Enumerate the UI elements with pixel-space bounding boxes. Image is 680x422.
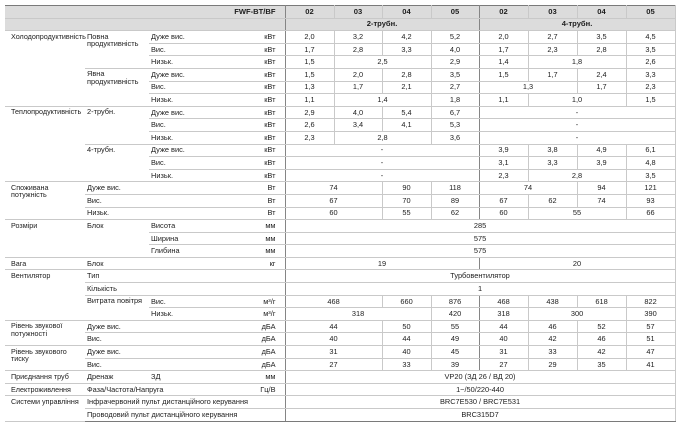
- value-cell: 4,1: [382, 119, 431, 132]
- unit-label: мм: [219, 371, 285, 384]
- table-head: [5, 6, 675, 31]
- value-cell: 1,4: [479, 56, 528, 69]
- value-cell: 74: [577, 194, 626, 207]
- value-cell: 468: [285, 295, 382, 308]
- value-cell: 40: [479, 333, 528, 346]
- value-cell: 31: [285, 346, 382, 359]
- value-cell: 40: [285, 333, 382, 346]
- value-cell: 876: [431, 295, 479, 308]
- spec-row: [5, 207, 675, 220]
- spec-row: [5, 371, 675, 384]
- section-label: Електроживлення: [5, 383, 85, 396]
- value-cell: 660: [382, 295, 431, 308]
- value-cell: 66: [626, 207, 675, 220]
- model-label: FWF-BT/BF: [5, 6, 285, 19]
- unit-label: Вт: [219, 182, 285, 195]
- value-cell: 3,1: [479, 157, 528, 170]
- unit-label: дБА: [219, 320, 285, 333]
- unit-label: Вт: [219, 194, 285, 207]
- value-cell: 42: [577, 346, 626, 359]
- value-cell: 2,8: [334, 43, 382, 56]
- unit-label: кВт: [219, 94, 285, 107]
- value-cell: 4,0: [431, 43, 479, 56]
- value-cell: 2,3: [479, 169, 528, 182]
- value-cell: 40: [382, 346, 431, 359]
- value-cell: -: [479, 106, 675, 119]
- value-cell: 618: [577, 295, 626, 308]
- value-cell: 5,2: [431, 31, 479, 44]
- size-col-header: 05: [431, 6, 479, 19]
- section-label: Розміри: [5, 220, 85, 258]
- unit-label: кВт: [219, 81, 285, 94]
- value-cell: 55: [528, 207, 626, 220]
- unit-label: кВт: [219, 169, 285, 182]
- size-col-header: 03: [528, 6, 577, 19]
- value-cell: 33: [528, 346, 577, 359]
- value-cell: 3,3: [382, 43, 431, 56]
- value-cell: 3,3: [528, 157, 577, 170]
- row-label: Дуже вис.: [149, 144, 219, 157]
- value-cell: 1,5: [626, 94, 675, 107]
- value-cell: 62: [528, 194, 577, 207]
- value-cell: 60: [479, 207, 528, 220]
- spec-row: [5, 106, 675, 119]
- spec-row: [5, 31, 675, 44]
- row-label: Вис.: [149, 119, 219, 132]
- header-row-sizes: [5, 6, 675, 19]
- row-label: Низьк.: [149, 308, 219, 321]
- row-label: Низьк.: [149, 94, 219, 107]
- value-cell: 41: [626, 358, 675, 371]
- spec-row: [5, 257, 675, 270]
- value-cell: 55: [382, 207, 431, 220]
- row-label: Дренаж: [85, 371, 149, 384]
- value-cell: 1,1: [285, 94, 334, 107]
- unit-label: Вт: [219, 207, 285, 220]
- value-cell: 1,8: [431, 94, 479, 107]
- value-cell: 39: [431, 358, 479, 371]
- value-cell: 6,1: [626, 144, 675, 157]
- value-cell: 3,2: [334, 31, 382, 44]
- unit-label: дБА: [219, 333, 285, 346]
- value-cell: 575: [285, 232, 675, 245]
- value-cell: 70: [382, 194, 431, 207]
- row-label: Низьк.: [85, 207, 219, 220]
- unit-label: мм: [219, 232, 285, 245]
- row-label: Вис.: [149, 295, 219, 308]
- size-col-header: 02: [479, 6, 528, 19]
- unit-label: кВт: [219, 106, 285, 119]
- value-cell: 2,7: [528, 31, 577, 44]
- spec-row: [5, 194, 675, 207]
- unit-label: кВт: [219, 31, 285, 44]
- value-cell: 1,0: [528, 94, 626, 107]
- value-cell: 45: [431, 346, 479, 359]
- value-cell: 822: [626, 295, 675, 308]
- pipe-group-header: 2-трубн.: [285, 18, 479, 31]
- row-label: Висота: [149, 220, 219, 233]
- section-label: Споживана потужність: [5, 182, 85, 220]
- row-label: Дуже вис.: [149, 106, 219, 119]
- unit-label: дБА: [219, 346, 285, 359]
- spec-row: [5, 220, 675, 233]
- row-label: Вис.: [149, 81, 219, 94]
- header-spacer: [5, 18, 285, 31]
- value-cell: 4,0: [334, 106, 382, 119]
- row-label: Тип: [85, 270, 285, 283]
- value-cell: 46: [577, 333, 626, 346]
- value-cell: 49: [431, 333, 479, 346]
- value-cell: -: [479, 131, 675, 144]
- value-cell: 19: [285, 257, 479, 270]
- row-label: ЗД: [149, 371, 219, 384]
- value-cell: 52: [577, 320, 626, 333]
- size-col-header: 02: [285, 6, 334, 19]
- spec-row: [5, 182, 675, 195]
- value-cell: 93: [626, 194, 675, 207]
- row-label: Дуже вис.: [85, 346, 219, 359]
- value-cell: 60: [285, 207, 382, 220]
- spec-row: [5, 396, 675, 409]
- value-cell: 2,9: [431, 56, 479, 69]
- value-cell: 2,1: [382, 81, 431, 94]
- value-cell: 5,3: [431, 119, 479, 132]
- value-cell: 5,4: [382, 106, 431, 119]
- value-cell: 2,0: [479, 31, 528, 44]
- value-cell: 94: [577, 182, 626, 195]
- value-cell: 438: [528, 295, 577, 308]
- value-cell: 1,8: [528, 56, 626, 69]
- spec-row: [5, 358, 675, 371]
- section-label: Вентилятор: [5, 270, 85, 320]
- value-cell: 1~/50/220-440: [285, 383, 675, 396]
- section-label: Системи управління: [5, 396, 85, 421]
- unit-label: дБА: [219, 358, 285, 371]
- value-cell: 2,5: [334, 56, 431, 69]
- row-label: Дуже вис.: [149, 31, 219, 44]
- row-label: Кількість: [85, 283, 285, 296]
- unit-label: м³/г: [219, 308, 285, 321]
- value-cell: 1,7: [577, 81, 626, 94]
- value-cell: 1,1: [479, 94, 528, 107]
- value-cell: 1,7: [285, 43, 334, 56]
- row-label: Дуже вис.: [85, 182, 219, 195]
- value-cell: 44: [285, 320, 382, 333]
- value-cell: 1,4: [334, 94, 431, 107]
- value-cell: 1,7: [528, 68, 577, 81]
- row-label: Явна продуктивність: [85, 68, 149, 106]
- row-label: Глибина: [149, 245, 219, 258]
- section-label: Вага: [5, 257, 85, 270]
- value-cell: 27: [285, 358, 382, 371]
- row-label: Низьк.: [149, 169, 219, 182]
- size-col-header: 05: [626, 6, 675, 19]
- value-cell: 300: [528, 308, 626, 321]
- value-cell: 3,5: [626, 43, 675, 56]
- value-cell: -: [285, 169, 479, 182]
- value-cell: 2,8: [334, 131, 431, 144]
- value-cell: 2,8: [382, 68, 431, 81]
- spec-row: [5, 346, 675, 359]
- value-cell: 3,4: [334, 119, 382, 132]
- value-cell: 20: [479, 257, 675, 270]
- value-cell: 42: [528, 333, 577, 346]
- value-cell: 3,5: [577, 31, 626, 44]
- value-cell: BRC7E530 / BRC7E531: [285, 396, 675, 409]
- value-cell: 1,3: [479, 81, 577, 94]
- row-label: Вис.: [85, 333, 219, 346]
- value-cell: 3,8: [528, 144, 577, 157]
- value-cell: 420: [431, 308, 479, 321]
- value-cell: 2,0: [334, 68, 382, 81]
- unit-label: кВт: [219, 157, 285, 170]
- value-cell: 67: [479, 194, 528, 207]
- row-label: 2-трубн.: [85, 106, 149, 144]
- value-cell: 3,5: [626, 169, 675, 182]
- value-cell: 318: [479, 308, 528, 321]
- value-cell: 2,0: [285, 31, 334, 44]
- section-label: Холодопродуктивність: [5, 31, 85, 107]
- section-label: Рівень звукового тиску: [5, 346, 85, 371]
- spec-table: [5, 5, 676, 422]
- size-col-header: 04: [382, 6, 431, 19]
- row-label: Витрата повітря: [85, 295, 149, 320]
- value-cell: 318: [285, 308, 431, 321]
- value-cell: 468: [479, 295, 528, 308]
- value-cell: 57: [626, 320, 675, 333]
- value-cell: Турбовентилятор: [285, 270, 675, 283]
- value-cell: 74: [479, 182, 577, 195]
- row-label: Блок: [85, 257, 219, 270]
- value-cell: 1,3: [285, 81, 334, 94]
- value-cell: 1: [285, 283, 675, 296]
- spec-row: [5, 68, 675, 81]
- unit-label: мм: [219, 220, 285, 233]
- row-label: Вис.: [149, 43, 219, 56]
- value-cell: 575: [285, 245, 675, 258]
- value-cell: -: [479, 119, 675, 132]
- table-body: [5, 31, 675, 421]
- unit-label: кВт: [219, 56, 285, 69]
- value-cell: 35: [577, 358, 626, 371]
- pipe-group-header: 4-трубн.: [479, 18, 675, 31]
- section-label: Приєднання труб: [5, 371, 85, 384]
- row-label: Ширина: [149, 232, 219, 245]
- row-label: Вис.: [85, 358, 219, 371]
- value-cell: 2,6: [285, 119, 334, 132]
- row-label: 4-трубн.: [85, 144, 149, 182]
- value-cell: 118: [431, 182, 479, 195]
- row-label: Інфрачервоний пульт дистанційного керування: [85, 396, 285, 409]
- value-cell: -: [285, 157, 479, 170]
- spec-row: [5, 333, 675, 346]
- value-cell: 29: [528, 358, 577, 371]
- value-cell: VP20 (ЗД 26 / ВД 20): [285, 371, 675, 384]
- size-col-header: 03: [334, 6, 382, 19]
- value-cell: 46: [528, 320, 577, 333]
- unit-label: кВт: [219, 43, 285, 56]
- value-cell: 2,7: [431, 81, 479, 94]
- unit-label: кВт: [219, 131, 285, 144]
- row-label: Низьк.: [149, 56, 219, 69]
- value-cell: 390: [626, 308, 675, 321]
- spec-row: [5, 270, 675, 283]
- section-label: Рівень звукової потужності: [5, 320, 85, 345]
- value-cell: 1,7: [334, 81, 382, 94]
- value-cell: BRC315D7: [285, 409, 675, 422]
- row-label: Дуже вис.: [85, 320, 219, 333]
- value-cell: 27: [479, 358, 528, 371]
- value-cell: 47: [626, 346, 675, 359]
- value-cell: 121: [626, 182, 675, 195]
- spec-row: [5, 144, 675, 157]
- value-cell: 62: [431, 207, 479, 220]
- value-cell: 2,3: [626, 81, 675, 94]
- spec-row: [5, 383, 675, 396]
- value-cell: 44: [382, 333, 431, 346]
- spec-row: [5, 320, 675, 333]
- size-col-header: 04: [577, 6, 626, 19]
- row-label: Фаза/Частота/Напруга: [85, 383, 219, 396]
- value-cell: 2,8: [528, 169, 626, 182]
- spec-row: [5, 283, 675, 296]
- row-label: Вис.: [85, 194, 219, 207]
- value-cell: 3,9: [577, 157, 626, 170]
- row-label: Вис.: [149, 157, 219, 170]
- row-label: Низьк.: [149, 131, 219, 144]
- value-cell: 3,3: [626, 68, 675, 81]
- value-cell: 2,3: [285, 131, 334, 144]
- value-cell: 51: [626, 333, 675, 346]
- value-cell: 1,5: [285, 56, 334, 69]
- value-cell: 2,6: [626, 56, 675, 69]
- value-cell: 6,7: [431, 106, 479, 119]
- value-cell: 89: [431, 194, 479, 207]
- unit-label: м³/г: [219, 295, 285, 308]
- value-cell: 3,6: [431, 131, 479, 144]
- unit-label: кВт: [219, 119, 285, 132]
- value-cell: 4,5: [626, 31, 675, 44]
- row-label: Блок: [85, 220, 149, 258]
- value-cell: 90: [382, 182, 431, 195]
- value-cell: 74: [285, 182, 382, 195]
- value-cell: 2,9: [285, 106, 334, 119]
- row-label: Проводовий пульт дистанційного керування: [85, 409, 285, 422]
- row-label: Повна продуктивність: [85, 31, 149, 69]
- value-cell: 2,4: [577, 68, 626, 81]
- value-cell: 1,7: [479, 43, 528, 56]
- value-cell: 2,8: [577, 43, 626, 56]
- unit-label: кг: [219, 257, 285, 270]
- value-cell: 33: [382, 358, 431, 371]
- unit-label: Гц/В: [219, 383, 285, 396]
- value-cell: 3,9: [479, 144, 528, 157]
- value-cell: 44: [479, 320, 528, 333]
- value-cell: 4,9: [577, 144, 626, 157]
- row-label: Дуже вис.: [149, 68, 219, 81]
- unit-label: кВт: [219, 144, 285, 157]
- unit-label: мм: [219, 245, 285, 258]
- spec-row: [5, 409, 675, 422]
- value-cell: 1,5: [285, 68, 334, 81]
- value-cell: -: [285, 144, 479, 157]
- value-cell: 4,2: [382, 31, 431, 44]
- unit-label: кВт: [219, 68, 285, 81]
- value-cell: 4,8: [626, 157, 675, 170]
- header-row-groups: [5, 18, 675, 31]
- section-label: Теплопродуктивність: [5, 106, 85, 182]
- value-cell: 285: [285, 220, 675, 233]
- value-cell: 67: [285, 194, 382, 207]
- value-cell: 3,5: [431, 68, 479, 81]
- value-cell: 1,5: [479, 68, 528, 81]
- spec-row: [5, 295, 675, 308]
- value-cell: 50: [382, 320, 431, 333]
- value-cell: 31: [479, 346, 528, 359]
- value-cell: 55: [431, 320, 479, 333]
- value-cell: 2,3: [528, 43, 577, 56]
